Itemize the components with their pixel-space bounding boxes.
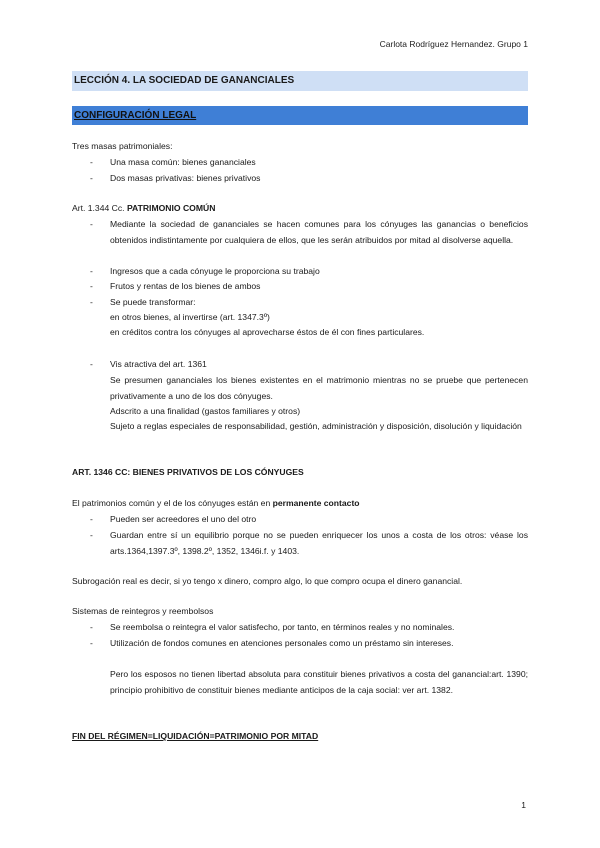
list-item: Pueden ser acreedores el uno del otro — [110, 514, 257, 524]
transform-line: en otros bienes, al invertirse (art. 1347.3º) — [110, 312, 270, 322]
bullet-dash: - — [90, 530, 93, 540]
vis-line: Sujeto a reglas especiales de responsabilidad, gestión, administración y disposición, disolución y liquidación — [110, 421, 522, 431]
fin-regimen-heading: FIN DEL RÉGIMEN=LIQUIDACIÓN=PATRIMONIO POR MITAD — [72, 731, 319, 741]
reintegros-note: Pero los esposos no tienen libertad absoluta para constituir bienes privativos a costa del ganancial:art. 1390; principio prohibitivo de constituir bienes mediante anticipos de la caja social: ver art. 1382. — [110, 669, 528, 695]
transform-line: en créditos contra los cónyuges al aprovecharse éstos de él con fines particulares. — [110, 327, 425, 337]
list-item: Se reembolsa o reintegra el valor satisfecho, por tanto, en términos reales y no nominales. — [110, 622, 455, 632]
contact-line: El patrimonios común y el de los cónyuges están en permanente contacto — [72, 498, 360, 508]
list-item: Vis atractiva del art. 1361 — [110, 359, 207, 369]
bullet-dash: - — [90, 514, 93, 524]
bullet-dash: - — [90, 173, 93, 183]
art1344-prefix: Art. 1.344 Cc. — [72, 203, 125, 213]
section-title-configuracion: CONFIGURACIÓN LEGAL — [72, 106, 528, 125]
list-item: Ingresos que a cada cónyuge le proporciona su trabajo — [110, 266, 320, 276]
bullet-dash: - — [90, 638, 93, 648]
bullet-dash: - — [90, 359, 93, 369]
art1344-bold: PATRIMONIO COMÚN — [126, 203, 216, 213]
list-item: Mediante la sociedad de gananciales se hacen comunes para los cónyuges las ganancias o beneficios obtenidos indistintamente por cualquiera de ellos, que les serán atribuidos por mitad al disolverse aquella. — [110, 219, 528, 245]
bullet-dash: - — [90, 266, 93, 276]
bullet-dash: - — [90, 157, 93, 167]
list-item: Guardan entre sí un equilibrio porque no se pueden enriquecer los unos a costa de los otros: véase los arts.1364,1397.3º, 1398.2º, 1352, 1346i.f. y 1403. — [110, 530, 528, 556]
vis-line: Se presumen gananciales los bienes existentes en el matrimonio mientras no se pruebe que pertenecen privativamente a uno de los dos cónyuges. — [110, 375, 528, 401]
subrogacion-paragraph: Subrogación real es decir, si yo tengo x dinero, compro algo, lo que compro ocupa el dinero ganancial. — [72, 576, 463, 586]
art1344-heading — [72, 201, 528, 217]
list-item: Dos masas privativas: bienes privativos — [110, 173, 261, 183]
bullet-dash: - — [90, 219, 93, 229]
bullet-dash: - — [90, 297, 93, 307]
list-item: Una masa común: bienes gananciales — [110, 157, 256, 167]
header-author: Carlota Rodríguez Hernandez. Grupo 1 — [379, 39, 528, 49]
list-item: Frutos y rentas de los bienes de ambos — [110, 281, 261, 291]
list-item: Se puede transformar: — [110, 297, 196, 307]
page-number: 1 — [521, 800, 526, 810]
lesson-title: LECCIÓN 4. LA SOCIEDAD DE GANANCIALES — [72, 71, 528, 91]
bullet-dash: - — [90, 281, 93, 291]
art1346-title: ART. 1346 CC: BIENES PRIVATIVOS DE LOS CÓNYUGES — [72, 467, 304, 477]
masas-intro: Tres masas patrimoniales: — [72, 141, 173, 151]
reintegros-title: Sistemas de reintegros y reembolsos — [72, 606, 214, 616]
vis-line: Adscrito a una finalidad (gastos familiares y otros) — [110, 406, 301, 416]
list-item: Utilización de fondos comunes en atenciones personales como un préstamo sin intereses. — [110, 638, 454, 648]
bullet-dash: - — [90, 622, 93, 632]
